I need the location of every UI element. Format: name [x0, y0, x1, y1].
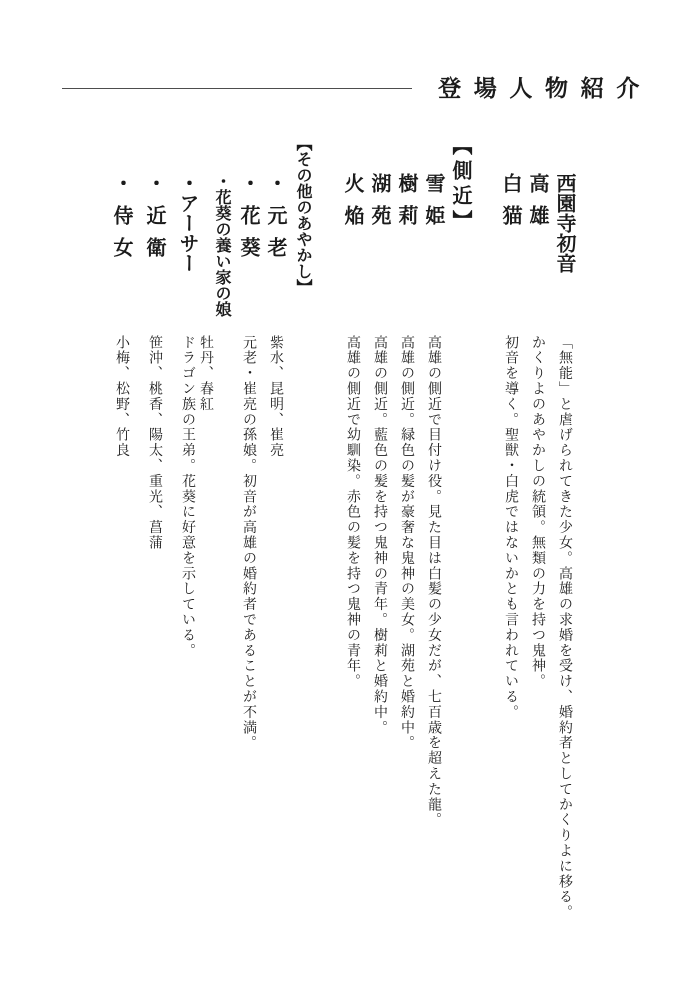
cast-entry: [394, 135, 420, 983]
cast-entry: [525, 135, 551, 983]
cast-name: ・侍女: [110, 173, 134, 269]
cast-desc: かくりよのあやかしの統領。無類の力を持つ鬼神。: [530, 335, 546, 690]
cast-desc: ドラゴン族の王弟。花葵に好意を示している。: [180, 335, 196, 659]
cast-desc: 笹沖、桃香、陽太、重光、菖蒲: [147, 335, 163, 551]
cast-entry: [142, 135, 168, 983]
cast-entry: [498, 135, 524, 983]
cast-entry: [175, 135, 201, 983]
cast-name: 樹莉: [395, 173, 419, 237]
cast-entry: [340, 135, 366, 983]
cast-entry: [198, 135, 235, 983]
cast-entry: [421, 135, 447, 983]
cast-desc: 高雄の側近で幼馴染。赤色の髪を持つ鬼神の青年。: [345, 335, 361, 690]
cast-entry: [236, 135, 262, 983]
page-title: 登場人物紹介: [438, 75, 652, 102]
cast-desc: 紫水、昆明、崔亮: [268, 335, 284, 459]
header-rule: [62, 88, 412, 89]
cast-desc: 小梅、松野、竹良: [114, 335, 130, 459]
cast-name: 白猫: [499, 173, 523, 237]
cast-desc: 初音を導く。聖獣・白虎ではないかとも言われている。: [503, 335, 519, 720]
cast-entry: [552, 135, 578, 983]
cast-desc: 「無能」と虐げられてきた少女。高雄の求婚を受け、婚約者としてかくりよに移る。: [557, 335, 573, 921]
cast-name: 西園寺初音: [553, 173, 577, 273]
cast-entry: [367, 135, 393, 983]
cast-name: 【その他のあやかし】: [294, 135, 313, 295]
cast-name: ・元老: [264, 173, 288, 269]
cast-entry: [263, 135, 289, 983]
cast-desc: 牡丹、春紅: [198, 335, 214, 412]
cast-desc: 高雄の側近。藍色の髪を持つ鬼神の青年。樹莉と婚約中。: [372, 335, 388, 736]
cast-entry: [290, 135, 316, 983]
cast-list: [102, 135, 578, 983]
cast-desc: 高雄の側近で目付け役。見た目は白髪の少女だが、七百歳を超えた龍。: [426, 335, 442, 828]
page-header: [0, 70, 688, 112]
cast-name: 火焔: [341, 173, 365, 237]
cast-entry: [448, 135, 474, 983]
cast-name: 【側近】: [449, 135, 473, 235]
cast-entry: [109, 135, 135, 983]
cast-name: ・花葵の養い家の娘: [213, 173, 232, 317]
cast-name: ・アーサー: [176, 173, 200, 273]
cast-desc: 高雄の側近。緑色の髪が豪奢な鬼神の美女。湖苑と婚約中。: [399, 335, 415, 751]
cast-name: 高雄: [526, 173, 550, 237]
cast-name: ・花葵: [237, 173, 261, 269]
cast-name: ・近衛: [143, 173, 167, 269]
cast-name: 雪姫: [422, 173, 446, 237]
cast-desc: 元老・崔亮の孫娘。初音が高雄の婚約者であることが不満。: [241, 335, 257, 751]
cast-name: 湖苑: [368, 173, 392, 237]
